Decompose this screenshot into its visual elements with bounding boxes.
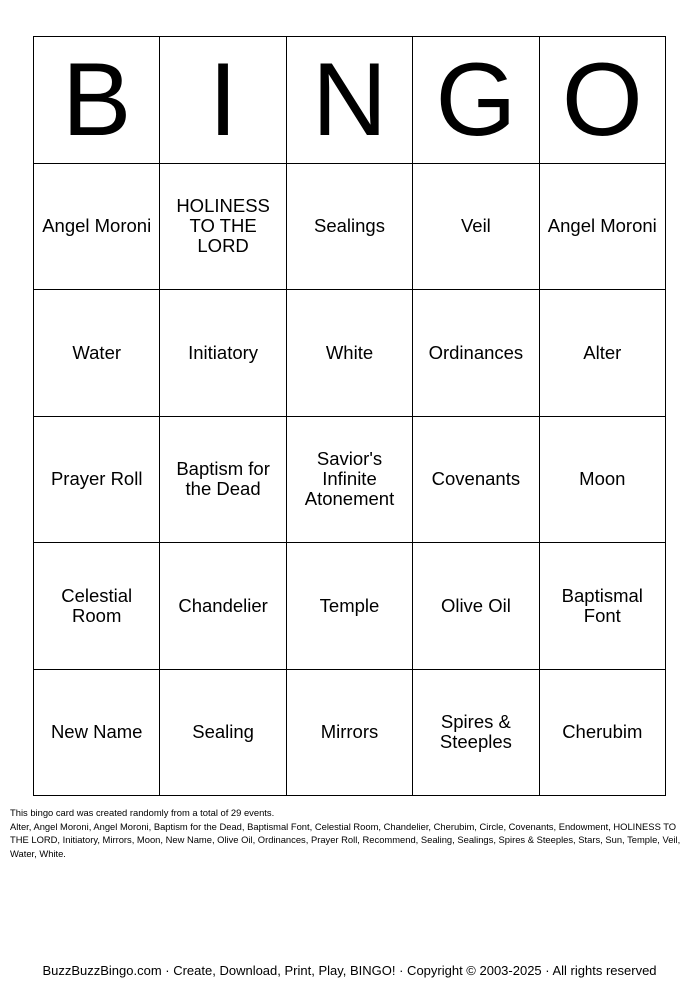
bingo-cell [160,164,286,291]
bingo-cell-text: Spires & Steeples [439,711,512,753]
bingo-cell [287,543,413,670]
bingo-cell-text: Angel Moroni [42,215,152,237]
bingo-cell-text: Water [72,341,122,363]
bingo-cell [540,290,666,417]
bingo-cell [287,164,413,291]
bingo-cell [34,164,160,291]
bingo-cell-text: Prayer Roll [50,468,143,490]
card-info [10,806,690,860]
bingo-cell-text: Chandelier [178,594,268,616]
header-letter-g [413,37,539,164]
header-letter-text: G [435,41,517,158]
bingo-cell-text: Celestial Room [61,584,133,626]
bingo-cell-text: Baptism for the Dead [176,458,270,500]
bingo-card [33,36,666,796]
bingo-cell [34,290,160,417]
header-letter-text: O [561,41,643,158]
bingo-cell [413,290,539,417]
bingo-cell-text: Olive Oil [440,594,511,616]
header-letter-text: I [208,41,238,158]
header-letter-o [540,37,666,164]
header-letter-n [287,37,413,164]
bingo-cell-text: Moon [579,468,626,490]
bingo-cell-text: Savior's Infinite Atonement [304,448,395,510]
bingo-cell-text: Baptismal Font [561,584,643,626]
bingo-cell [287,290,413,417]
bingo-cell-text: New Name [50,721,143,743]
bingo-cell [287,670,413,797]
bingo-cell-text: Covenants [431,468,521,490]
bingo-cell [34,417,160,544]
bingo-cell [287,417,413,544]
bingo-cell-text: Ordinances [428,341,524,363]
bingo-cell-text: HOLINESS TO THE LORD [176,195,270,257]
bingo-cell [413,670,539,797]
bingo-cell [540,543,666,670]
bingo-cell [413,164,539,291]
bingo-cell [160,417,286,544]
bingo-cell-text: Veil [460,215,491,237]
bingo-cell-text: White [325,341,374,363]
bingo-cell [540,164,666,291]
bingo-cell-text: Sealing [192,721,254,743]
header-letter-text: B [62,41,132,158]
page-footer: BuzzBuzzBingo.com · Create, Download, Print, Play, BINGO! · Copyright © 2003-2025 · All rights reserved [42,963,657,978]
bingo-cell [160,543,286,670]
header-letter-i [160,37,286,164]
bingo-cell [540,417,666,544]
bingo-cell [34,543,160,670]
bingo-cell [413,543,539,670]
bingo-cell-text: Cherubim [562,721,643,743]
header-letter-b [34,37,160,164]
card-info-events: Alter, Angel Moroni, Angel Moroni, Baptism for the Dead, Baptismal Font, Celestial Room, Chandelier, Cherubim, Circle, Covenants, Endowment, HOLINESS TO THE LORD, Initiatory, Mirrors, Moon, New Name, Olive Oil, Ordinances, Prayer Roll, Recommend, Sealing, Sealings, Spires & Steeples, Stars, Sun, Temple, Veil, Water, White. [10,820,681,859]
bingo-cell-text: Temple [319,594,380,616]
card-info-summary: This bingo card was created randomly from a total of 29 events. [10,807,275,818]
header-letter-text: N [311,41,388,158]
bingo-cell [413,417,539,544]
bingo-cell-text: Initiatory [188,341,259,363]
bingo-cell [540,670,666,797]
bingo-cell-text: Mirrors [320,721,379,743]
bingo-cell-text: Sealings [314,215,385,237]
bingo-cell [34,670,160,797]
bingo-cell [160,670,286,797]
bingo-cell-text: Angel Moroni [547,215,657,237]
bingo-cell [160,290,286,417]
bingo-cell-text: Alter [583,341,622,363]
